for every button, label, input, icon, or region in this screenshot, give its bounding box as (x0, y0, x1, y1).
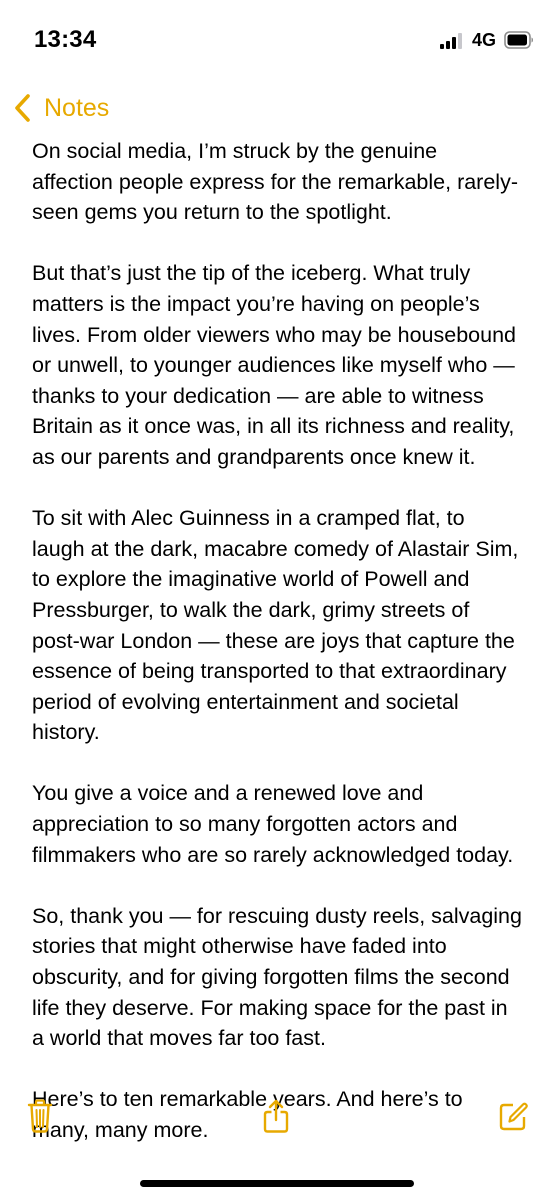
note-text-line: history. (32, 720, 100, 745)
bottom-toolbar (0, 1090, 554, 1150)
note-text-line: affection people express for the remarkable, rarely- (32, 169, 518, 194)
note-text-line: stories that might otherwise have faded into (32, 934, 447, 959)
note-text-line: matters is the impact you’re having on people’s (32, 291, 480, 316)
note-text-line: essence of being transported to that extraordinary (32, 659, 507, 684)
note-text-line: life they deserve. For making space for the past in (32, 995, 508, 1020)
note-text-line: Britain as it once was, in all its richness and reality, (32, 414, 515, 439)
network-type-label: 4G (472, 30, 497, 50)
home-indicator (140, 1180, 414, 1187)
note-paragraph (32, 901, 542, 1054)
note-paragraph (32, 503, 542, 748)
note-body[interactable] (32, 136, 542, 1176)
status-bar (0, 0, 554, 84)
chevron-left-icon (12, 92, 34, 124)
note-text-line: obscurity, and for giving forgotten films the second (32, 965, 510, 990)
back-button-label: Notes (44, 93, 110, 122)
note-text-line: seen gems you return to the spotlight. (32, 200, 392, 225)
note-text-line: So, thank you — for rescuing dusty reels, salvaging (32, 903, 522, 928)
note-paragraph (32, 258, 542, 472)
note-text-line: You give a voice and a renewed love and (32, 781, 424, 806)
note-text-line: as our parents and grandparents once knew it. (32, 444, 476, 469)
note-text-line: thanks to your dedication — are able to witness (32, 383, 484, 408)
note-text-line: lives. From older viewers who may be housebound (32, 322, 516, 347)
back-button[interactable] (12, 90, 109, 126)
note-text-line: Pressburger, to walk the dark, grimy streets of (32, 597, 470, 622)
note-paragraph (32, 136, 542, 228)
note-text-line: many, many more. (32, 1118, 209, 1142)
note-text-line: or unwell, to younger audiences like myself who — (32, 353, 515, 378)
note-text-line: laugh at the dark, macabre comedy of Alastair Sim, (32, 536, 519, 561)
note-text-line: But that’s just the tip of the iceberg. What truly (32, 261, 471, 286)
compose-icon[interactable] (498, 1100, 528, 1132)
trash-icon[interactable] (26, 1098, 54, 1134)
note-text-line: to explore the imaginative world of Powell and (32, 567, 470, 592)
note-text-line: appreciation to so many forgotten actors and (32, 812, 458, 837)
note-text-line: post-war London — these are joys that capture the (32, 628, 515, 653)
status-time: 13:34 (34, 26, 97, 53)
navigation-bar (0, 84, 554, 132)
note-text-line: period of evolving entertainment and societal (32, 689, 459, 714)
cellular-signal-icon (440, 33, 462, 49)
note-text-line: filmmakers who are so rarely acknowledged today. (32, 842, 514, 867)
note-text-line: On social media, I’m struck by the genuine (32, 139, 438, 163)
note-paragraph (32, 778, 542, 870)
share-icon[interactable] (262, 1098, 290, 1134)
note-text-line: To sit with Alec Guinness in a cramped flat, to (32, 506, 465, 531)
note-text-line: a world that moves far too fast. (32, 1026, 326, 1051)
note-text-line: Here’s to ten remarkable years. And here’s to (32, 1087, 463, 1112)
battery-icon (504, 30, 534, 50)
